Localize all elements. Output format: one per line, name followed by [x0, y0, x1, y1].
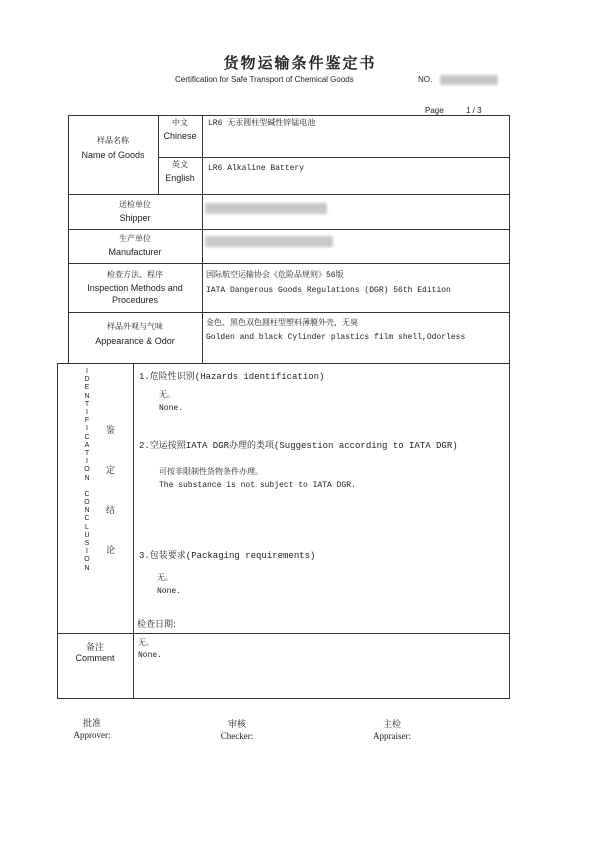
approver-label-en: Approver: — [73, 730, 111, 740]
appraiser-label-en: Appraiser: — [373, 731, 411, 741]
certificate-number-label: NO. — [418, 75, 433, 84]
checker-label-zh: 审核 — [227, 720, 246, 730]
identification-conclusion-vertical-label: I D E N T I F I C A T I O N C O N C L U S I O N — [84, 368, 90, 572]
goods-name-label-en: Name of Goods — [81, 150, 145, 160]
chinese-label-zh: 中文 — [172, 118, 188, 127]
iata-suggestion-value-zh: 可按非限制性货物条件办理。 — [159, 468, 263, 477]
inspection-label-en-1: Inspection Methods and — [87, 283, 183, 293]
page-number: 1 / 3 — [466, 106, 482, 115]
english-label-en: English — [165, 173, 195, 183]
appearance-value-zh: 金色、黑色双色圆柱型塑料薄膜外壳，无臭 — [206, 319, 358, 328]
comment-value-en: None. — [138, 651, 163, 660]
iata-suggestion-value-en: The substance is not subject to IATA DGR. — [159, 481, 356, 490]
manufacturer-label-en: Manufacturer — [108, 247, 162, 257]
inspection-value-en: IATA Dangerous Goods Regulations (DGR) 56th Edition — [206, 286, 451, 295]
appearance-label-zh: 样品外观与气味 — [107, 322, 163, 331]
conclusion-vertical-zh-1: 鉴 — [106, 426, 116, 436]
manufacturer-label-zh: 生产单位 — [119, 234, 151, 243]
appearance-label-en: Appearance & Odor — [95, 336, 175, 346]
english-label-zh: 英文 — [172, 160, 188, 169]
approver-label-zh: 批准 — [82, 719, 101, 729]
packaging-heading: 3.包装要求(Packaging requirements) — [139, 551, 316, 561]
shipper-label-zh: 送检单位 — [119, 200, 151, 209]
inspection-label-en-2: Procedures — [111, 295, 159, 305]
checker-label-en: Checker: — [220, 731, 254, 741]
goods-name-english-value: LR6 Alkaline Battery — [208, 164, 305, 173]
check-date-label: 检查日期: — [137, 620, 177, 630]
goods-name-label-zh: 样品名称 — [97, 136, 129, 145]
certificate-number-redacted — [440, 75, 498, 85]
hazards-value-en: None. — [159, 404, 184, 413]
inspection-value-zh: 国际航空运输协会《危险品规则》56版 — [206, 271, 344, 280]
document-title: 货物运输条件鉴定书 — [223, 54, 377, 72]
shipper-value-redacted — [205, 203, 327, 214]
hazards-heading: 1.危险性识别(Hazards identification) — [139, 372, 325, 382]
packaging-value-en: None. — [157, 587, 182, 596]
conclusion-vertical-zh-3: 结 — [106, 506, 116, 516]
packaging-value-zh: 无。 — [157, 574, 173, 583]
comment-value-zh: 无。 — [138, 639, 154, 648]
inspection-label-zh: 检查方法、程序 — [107, 270, 163, 279]
shipper-label-en: Shipper — [119, 213, 151, 223]
conclusion-vertical-zh-2: 定 — [106, 466, 116, 476]
goods-name-chinese-value: LR6 无汞圆柱型碱性锌锰电池 — [208, 119, 316, 128]
conclusion-vertical-zh-4: 论 — [106, 546, 116, 556]
appraiser-label-zh: 主检 — [382, 720, 401, 730]
hazards-value-zh: 无。 — [159, 391, 175, 400]
page-label: Page — [425, 106, 444, 115]
appearance-value-en: Golden and black Cylinder plastics film shell,Odorless — [206, 333, 466, 342]
comment-label-zh: 备注 — [85, 643, 104, 653]
document-subtitle: Certification for Safe Transport of Chemical Goods — [175, 75, 354, 84]
manufacturer-value-redacted — [205, 236, 333, 247]
iata-suggestion-heading: 2.空运按照IATA DGR办理的类项(Suggestion according to IATA DGR) — [139, 441, 458, 451]
chinese-label-en: Chinese — [163, 131, 197, 141]
comment-label-en: Comment — [75, 653, 115, 663]
